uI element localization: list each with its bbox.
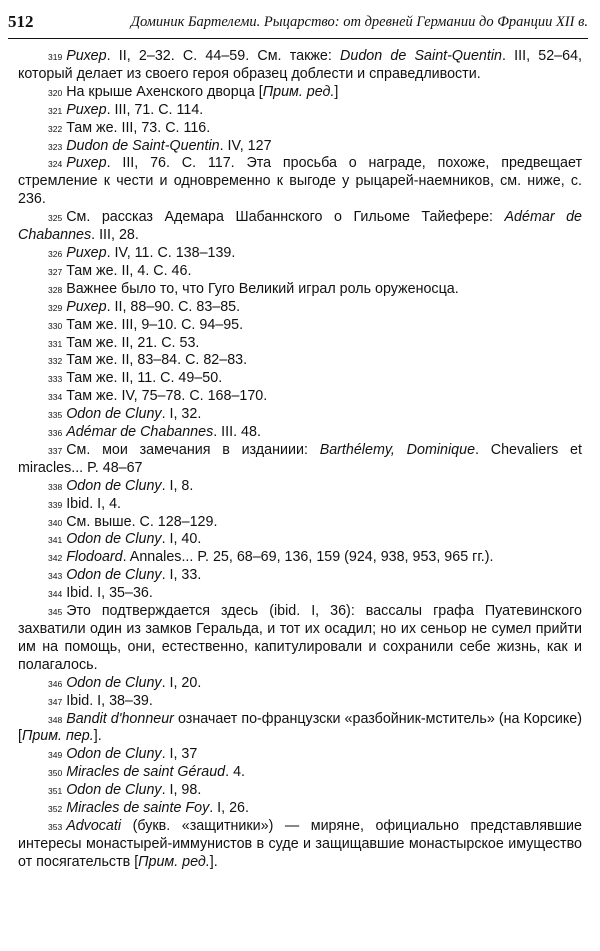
endnote-number: 344 bbox=[48, 589, 63, 600]
endnote bbox=[18, 496, 582, 514]
endnote bbox=[18, 317, 582, 335]
endnote-number: 329 bbox=[48, 302, 63, 313]
endnote-text: Важнее было то, что Гуго Великий играл роль оруженосца. bbox=[66, 280, 459, 297]
endnote-italic-text: Miracles de saint Géraud bbox=[66, 764, 226, 781]
endnote-number: 321 bbox=[48, 105, 63, 116]
endnote-text: ] bbox=[334, 83, 339, 100]
endnote bbox=[18, 138, 582, 156]
endnote-number: 352 bbox=[48, 804, 63, 815]
endnote-text: . I, 33. bbox=[161, 567, 202, 584]
endnote-number: 327 bbox=[48, 266, 63, 277]
endnote-italic-text: Прим. ред. bbox=[138, 853, 210, 870]
endnote-text: Там же. III, 73. С. 116. bbox=[66, 119, 211, 136]
endnote bbox=[18, 514, 582, 532]
endnote bbox=[18, 388, 582, 406]
page-number: 512 bbox=[8, 12, 34, 31]
endnote-text: ]. bbox=[209, 853, 218, 870]
endnote-number: 330 bbox=[48, 320, 63, 331]
endnote-italic-text: Прим. пер. bbox=[21, 728, 94, 745]
endnote-number: 341 bbox=[48, 535, 63, 546]
endnote bbox=[18, 782, 582, 800]
endnote-text: Там же. II, 83–84. С. 82–83. bbox=[66, 352, 248, 369]
endnote-number: 332 bbox=[48, 356, 63, 367]
endnote-text: . I, 37 bbox=[161, 746, 198, 763]
endnote-text: . II, 2–32. С. 44–59. См. также: bbox=[106, 48, 341, 64]
endnote-text: На крыше Ахенского дворца [ bbox=[66, 83, 263, 100]
endnote bbox=[18, 567, 582, 585]
endnote bbox=[18, 102, 582, 120]
endnote bbox=[18, 531, 582, 549]
endnote-italic-text: Odon de Cluny bbox=[66, 531, 162, 548]
endnote-italic-text: Dudon de Saint-Quentin bbox=[340, 48, 502, 64]
endnote-number: 322 bbox=[48, 123, 63, 134]
endnote-text: Там же. IV, 75–78. С. 168–170. bbox=[66, 388, 268, 405]
endnote-italic-text: Odon de Cluny bbox=[66, 674, 162, 691]
endnote-number: 336 bbox=[48, 428, 63, 439]
endnote-italic-text: Odon de Cluny bbox=[66, 567, 162, 584]
endnote bbox=[18, 603, 582, 675]
endnote-italic-text: Прим. ред. bbox=[262, 83, 335, 100]
endnote-italic-text: Miracles de sainte Foy bbox=[66, 800, 210, 817]
endnote bbox=[18, 48, 582, 84]
endnote bbox=[18, 281, 582, 299]
endnote-text: ]. bbox=[93, 728, 102, 745]
endnote-number: 328 bbox=[48, 284, 63, 295]
endnote-number: 326 bbox=[48, 248, 63, 259]
endnote-number: 333 bbox=[48, 374, 63, 385]
endnote-text: Это подтверждается здесь (ibid. I, 36): вассалы графа Пуатевинского захватили один из замков Геральда, и тот их осадил; но их сеньор не сумел прийти им на помощь, они, естественно, капитулировали и сохранили себе жизнь, как и полагалось. bbox=[18, 603, 582, 673]
endnote-number: 351 bbox=[48, 786, 63, 797]
endnote-italic-text: Рихер bbox=[66, 48, 107, 64]
endnote-text: . Chevaliers et miracles... P. 48–67 bbox=[18, 441, 582, 476]
endnote bbox=[18, 424, 582, 442]
endnote-text: Ibid. I, 38–39. bbox=[66, 692, 153, 709]
endnote-italic-text: Bandit d'honneur bbox=[66, 710, 174, 727]
endnote-italic-text: Adémar de Chabannes bbox=[66, 424, 214, 441]
endnote bbox=[18, 585, 582, 603]
endnote-text: . III, 76. С. 117. Эта просьба о награде, похоже, предвещает стремление к чести и одновременно к выгоде у рыцарей-наемников, см. ниже, с. 236. bbox=[18, 155, 582, 208]
endnote bbox=[18, 549, 582, 567]
page-header bbox=[8, 8, 588, 39]
endnote-number: 324 bbox=[48, 159, 63, 170]
endnote bbox=[18, 675, 582, 693]
endnote-number: 337 bbox=[48, 445, 63, 456]
endnote bbox=[18, 746, 582, 764]
endnote-italic-text: Dudon de Saint-Quentin bbox=[66, 137, 220, 154]
endnote-text: Там же. II, 21. С. 53. bbox=[66, 334, 200, 351]
endnote bbox=[18, 800, 582, 818]
endnote-text: . I, 32. bbox=[161, 406, 202, 423]
endnote-text: означает по-французски «разбойник-мститель» (на Корсике) [ bbox=[18, 710, 582, 745]
endnote-text: См. рассказ Адемара Шабаннского о Гильоме Тайефере: bbox=[66, 209, 505, 226]
endnote-italic-text: Adémar de Chabannes bbox=[18, 209, 582, 244]
endnote bbox=[18, 764, 582, 782]
endnote-italic-text: Рихер bbox=[66, 298, 107, 315]
endnote-italic-text: Odon de Cluny bbox=[66, 406, 162, 423]
endnote-number: 348 bbox=[48, 714, 63, 725]
endnote bbox=[18, 155, 582, 209]
endnote-text: . I, 20. bbox=[161, 674, 202, 691]
endnote-number: 334 bbox=[48, 392, 63, 403]
endnote-text: . III, 71. С. 114. bbox=[106, 101, 204, 118]
endnote-italic-text: Flodoard bbox=[66, 549, 123, 566]
endnote-text: . IV, 11. С. 138–139. bbox=[106, 244, 236, 261]
endnote-number: 343 bbox=[48, 571, 63, 582]
endnote-text: Там же. II, 4. С. 46. bbox=[66, 262, 192, 279]
endnote bbox=[18, 335, 582, 353]
endnote-text: См. выше. С. 128–129. bbox=[66, 513, 218, 530]
endnote-text: (букв. «защитники») — миряне, официально представлявшие интересы монастырей-иммунистов в суде и защищавшие монастырское имущество от посягательств [ bbox=[18, 817, 582, 870]
endnote-number: 325 bbox=[48, 213, 63, 224]
running-title: Доминик Бартелеми. Рыцарство: от древней Германии до Франции XII в. bbox=[130, 14, 588, 30]
endnote-number: 340 bbox=[48, 517, 63, 528]
endnote-number: 339 bbox=[48, 499, 63, 510]
endnote-number: 353 bbox=[48, 821, 63, 832]
endnote-text: . II, 88–90. С. 83–85. bbox=[106, 298, 241, 315]
endnote-number: 349 bbox=[48, 750, 63, 761]
endnote-number: 350 bbox=[48, 768, 63, 779]
endnote-text: Там же. II, 11. С. 49–50. bbox=[66, 370, 223, 387]
endnote bbox=[18, 370, 582, 388]
endnote-number: 335 bbox=[48, 410, 63, 421]
endnote bbox=[18, 209, 582, 245]
endnote-text: . I, 26. bbox=[209, 800, 249, 817]
endnote-italic-text: Odon de Cluny bbox=[66, 477, 162, 494]
endnote-text: . 4. bbox=[225, 764, 245, 781]
endnote bbox=[18, 299, 582, 317]
endnote bbox=[18, 245, 582, 263]
endnote bbox=[18, 84, 582, 102]
endnote-text: . I, 8. bbox=[161, 477, 194, 494]
endnote-number: 347 bbox=[48, 696, 63, 707]
endnote bbox=[18, 120, 582, 138]
endnotes-list bbox=[18, 48, 582, 872]
endnote-text: . III, 28. bbox=[91, 227, 139, 244]
endnote bbox=[18, 352, 582, 370]
endnote bbox=[18, 263, 582, 281]
endnote-text: См. мои замечания в изданиии: bbox=[66, 441, 320, 458]
endnote-italic-text: Barthélemy, Dominique bbox=[319, 441, 476, 458]
endnote-italic-text: Advocati bbox=[66, 817, 122, 834]
endnote bbox=[18, 406, 582, 424]
endnote-text: . III. 48. bbox=[213, 424, 261, 441]
endnote-text: . III, 52–64, который делает из своего героя образец доблести и справедливости. bbox=[18, 48, 582, 82]
endnote-text: . IV, 127 bbox=[219, 137, 272, 154]
endnote-number: 320 bbox=[48, 87, 63, 98]
endnote bbox=[18, 442, 582, 478]
endnote bbox=[18, 478, 582, 496]
endnote-number: 338 bbox=[48, 481, 63, 492]
endnote-text: Ibid. I, 35–36. bbox=[66, 585, 153, 602]
endnote-italic-text: Рихер bbox=[66, 244, 107, 261]
endnote-text: Ibid. I, 4. bbox=[66, 495, 122, 512]
endnote bbox=[18, 711, 582, 747]
endnote-number: 342 bbox=[48, 553, 63, 564]
endnote-text: . I, 98. bbox=[161, 782, 202, 799]
endnote-text: Там же. III, 9–10. С. 94–95. bbox=[66, 316, 244, 333]
endnote-italic-text: Рихер bbox=[66, 155, 107, 172]
endnote-number: 346 bbox=[48, 678, 63, 689]
endnote-number: 319 bbox=[48, 52, 63, 62]
endnote-number: 345 bbox=[48, 607, 63, 618]
endnote-italic-text: Рихер bbox=[66, 101, 107, 118]
endnote-italic-text: Odon de Cluny bbox=[66, 746, 162, 763]
endnote-italic-text: Odon de Cluny bbox=[66, 782, 162, 799]
endnote-text: . Annales... P. 25, 68–69, 136, 159 (924, 938, 953, 965 гг.). bbox=[122, 549, 494, 566]
endnote-number: 323 bbox=[48, 141, 63, 152]
endnote-number: 331 bbox=[48, 338, 63, 349]
endnote-text: . I, 40. bbox=[161, 531, 202, 548]
endnote bbox=[18, 818, 582, 872]
endnote bbox=[18, 693, 582, 711]
